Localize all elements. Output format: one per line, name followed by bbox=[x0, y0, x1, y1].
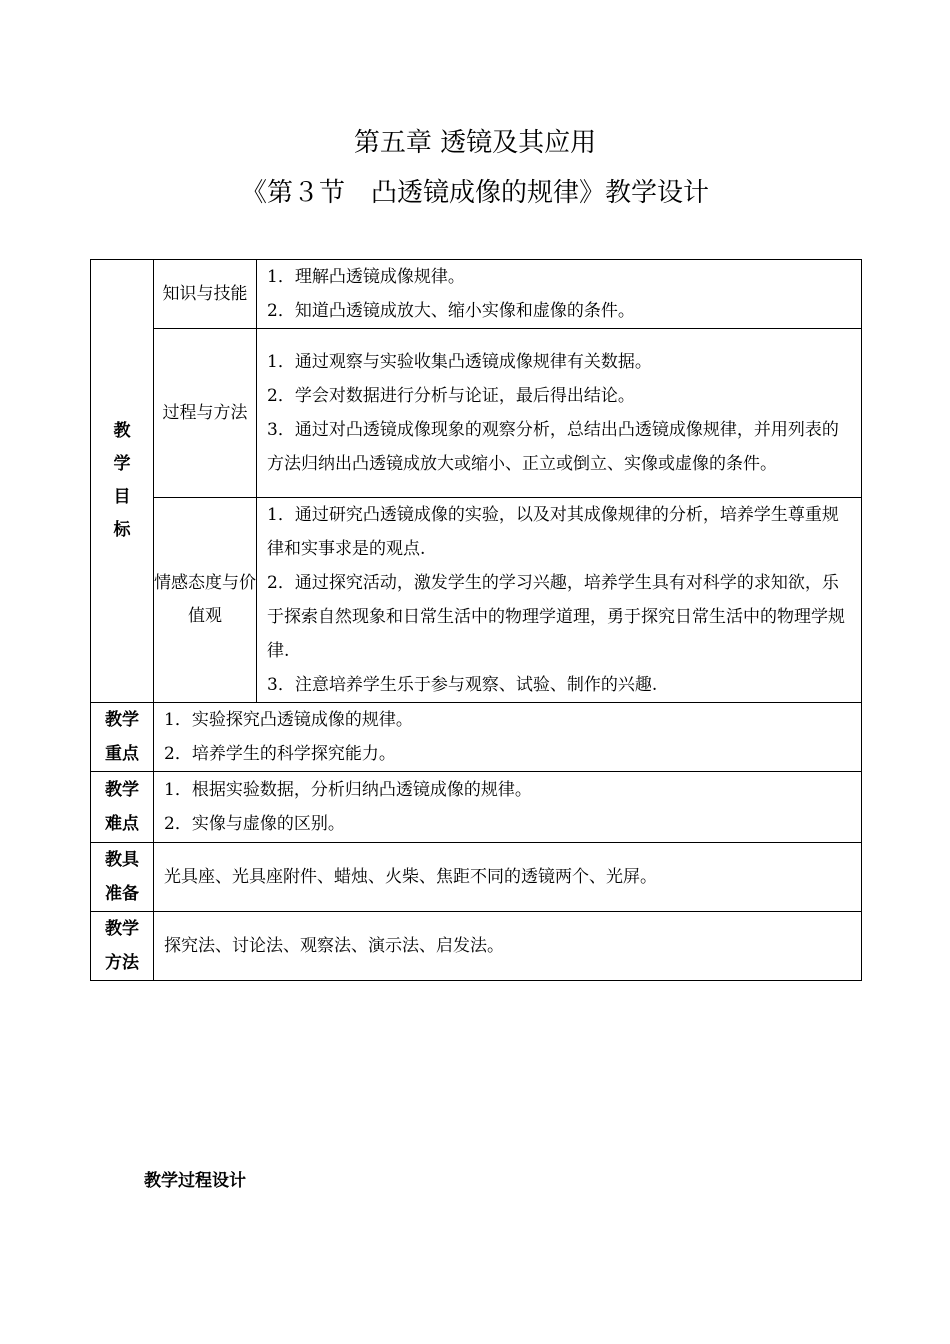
objectives-header-char: 目 bbox=[113, 487, 131, 507]
list-item: 2．知道凸透镜成放大、缩小实像和虚像的条件。 bbox=[267, 301, 635, 321]
header-line: 教学 bbox=[105, 780, 139, 800]
objective-process-row bbox=[91, 329, 862, 498]
process-label: 过程与方法 bbox=[154, 329, 257, 498]
header-line: 方法 bbox=[105, 953, 139, 973]
list-item: 2．通过探究活动，激发学生的学习兴趣，培养学生具有对科学的求知欲，乐于探索自然现象和日常生活中的物理学道理，勇于探究日常生活中的物理学规律. bbox=[267, 573, 845, 661]
key-points-header bbox=[91, 703, 154, 772]
methods-header bbox=[91, 912, 154, 981]
process-content bbox=[257, 329, 862, 498]
methods-content bbox=[154, 912, 862, 981]
header-line: 教学 bbox=[105, 919, 139, 939]
list-item: 3．注意培养学生乐于参与观察、试验、制作的兴趣. bbox=[267, 675, 658, 695]
key-points-row bbox=[91, 703, 862, 772]
objectives-header-char: 学 bbox=[113, 454, 131, 474]
knowledge-label: 知识与技能 bbox=[154, 260, 257, 329]
list-item: 1．通过研究凸透镜成像的实验，以及对其成像规律的分析，培养学生尊重规律和实事求是的观点. bbox=[267, 505, 839, 559]
equipment-row bbox=[91, 843, 862, 912]
difficulties-content bbox=[154, 772, 862, 843]
methods-text: 探究法、讨论法、观察法、演示法、启发法。 bbox=[164, 936, 504, 956]
equipment-content bbox=[154, 843, 862, 912]
key-points-content bbox=[154, 703, 862, 772]
list-item: 1．实验探究凸透镜成像的规律。 bbox=[164, 710, 413, 730]
lesson-plan-table bbox=[90, 259, 862, 981]
emotion-content bbox=[257, 498, 862, 703]
section-title: 《第３节 凸透镜成像的规律》教学设计 bbox=[240, 178, 709, 208]
list-item: 2．学会对数据进行分析与论证，最后得出结论。 bbox=[267, 386, 635, 406]
list-item: 1．通过观察与实验收集凸透镜成像规律有关数据。 bbox=[267, 352, 652, 372]
process-design-heading: 教学过程设计 bbox=[144, 1171, 246, 1191]
difficulties-row bbox=[91, 772, 862, 843]
objectives-header-char: 教 bbox=[113, 421, 131, 441]
emotion-label: 情感态度与价值观 bbox=[154, 498, 257, 703]
header-line: 难点 bbox=[105, 814, 139, 834]
list-item: 3．通过对凸透镜成像现象的观察分析，总结出凸透镜成像规律，并用列表的方法归纳出凸透镜成放大或缩小、正立或倒立、实像或虚像的条件。 bbox=[267, 420, 839, 474]
header-line: 准备 bbox=[105, 884, 139, 904]
equipment-text: 光具座、光具座附件、蜡烛、火柴、焦距不同的透镜两个、光屏。 bbox=[164, 867, 657, 887]
header-line: 重点 bbox=[105, 744, 139, 764]
equipment-header bbox=[91, 843, 154, 912]
list-item: 1．理解凸透镜成像规律。 bbox=[267, 267, 465, 287]
objective-emotion-row bbox=[91, 498, 862, 703]
list-item: 2．实像与虚像的区别。 bbox=[164, 814, 345, 834]
methods-row bbox=[91, 912, 862, 981]
chapter-title: 第五章 透镜及其应用 bbox=[353, 128, 597, 158]
knowledge-content bbox=[257, 260, 862, 329]
list-item: 1．根据实验数据，分析归纳凸透镜成像的规律。 bbox=[164, 780, 532, 800]
header-line: 教学 bbox=[105, 710, 139, 730]
objectives-header-char: 标 bbox=[113, 520, 131, 540]
header-line: 教具 bbox=[105, 850, 139, 870]
objectives-header bbox=[91, 260, 154, 703]
objective-knowledge-row bbox=[91, 260, 862, 329]
difficulties-header bbox=[91, 772, 154, 843]
list-item: 2．培养学生的科学探究能力。 bbox=[164, 744, 396, 764]
